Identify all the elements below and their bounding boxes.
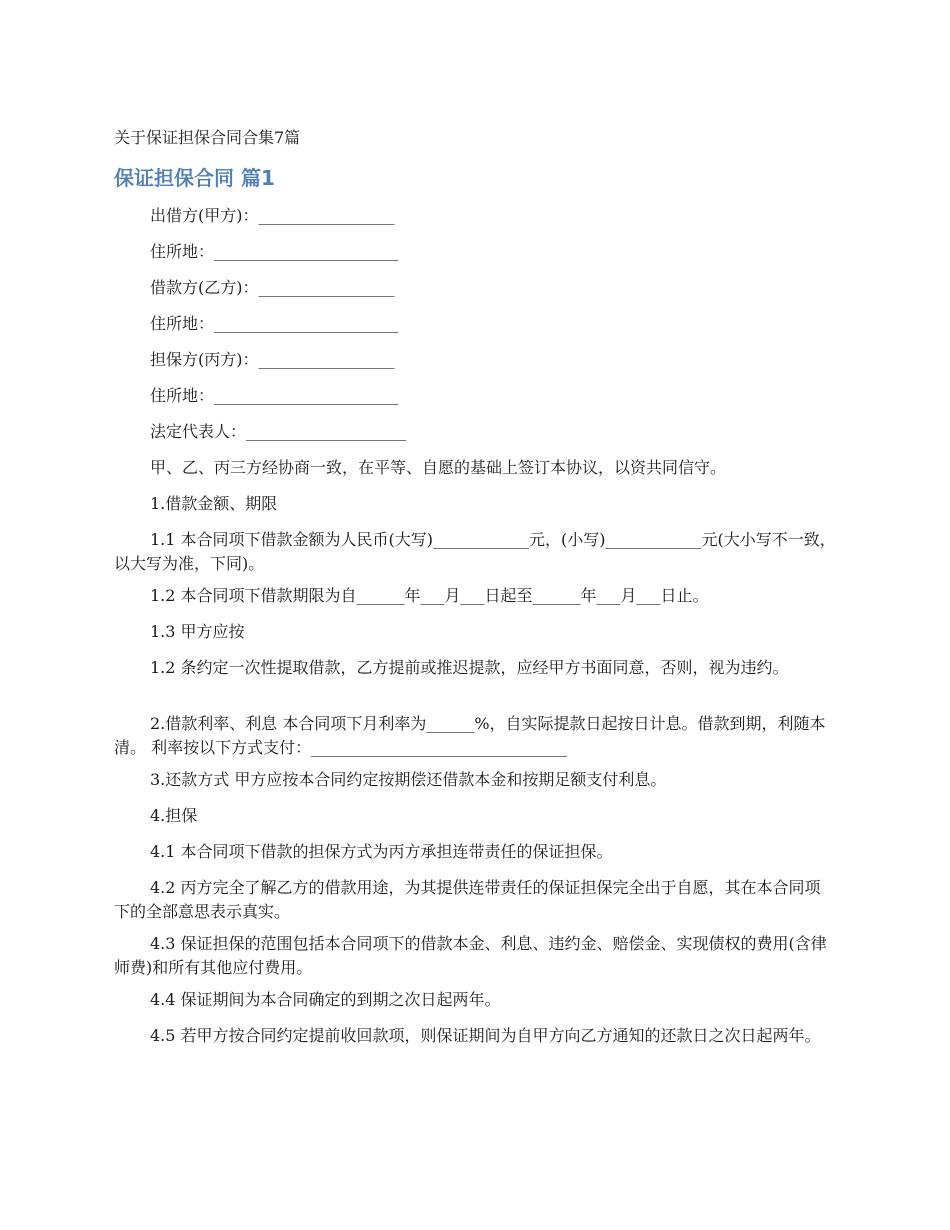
clause-paragraph: 1.2 本合同项下借款期限为自______年___月___日起至______年___月___日止。 xyxy=(150,586,709,605)
clause-paragraph: 4.2 丙方完全了解乙方的借款用途，为其提供连带责任的保证担保完全出于自愿，其在本合同项下的全部意思表示真实。 xyxy=(114,878,821,921)
party-label: 法定代表人： xyxy=(150,422,247,441)
party-label: 出借方(甲方)： xyxy=(150,206,259,225)
fill-in-blank: _________________ xyxy=(258,278,395,297)
fill-in-blank: _______________________ xyxy=(214,242,399,261)
clause-paragraph: 4.1 本合同项下借款的担保方式为丙方承担连带责任的保证担保。 xyxy=(150,842,613,861)
fill-in-blank: _______________________ xyxy=(214,314,399,333)
party-line-borrower-address xyxy=(114,312,836,336)
party-line-guarantor-address xyxy=(114,384,836,408)
fill-in-blank: _________________ xyxy=(258,350,395,369)
party-line-lender-address xyxy=(114,240,836,264)
clause-paragraph: 1.1 本合同项下借款金额为人民币(大写)____________元，(小写)____________元(大小写不一致，以大写为准，下同)。 xyxy=(114,530,836,573)
clause-heading: 4.担保 xyxy=(150,806,198,825)
party-line-lender xyxy=(114,204,836,228)
clause-paragraph: 1.2 条约定一次性提取借款，乙方提前或推迟提款，应经甲方书面同意，否则，视为违约。 xyxy=(150,658,789,677)
party-label: 借款方(乙方)： xyxy=(150,278,259,297)
clause-heading: 1.借款金额、期限 xyxy=(150,494,278,513)
party-line-guarantor xyxy=(114,348,836,372)
clause-paragraph: 3.还款方式 甲方应按本合同约定按期偿还借款本金和按期足额支付利息。 xyxy=(150,770,667,789)
party-line-borrower xyxy=(114,276,836,300)
party-label: 住所地： xyxy=(150,314,215,333)
clause-paragraph: 4.3 保证担保的范围包括本合同项下的借款本金、利息、违约金、赔偿金、实现债权的费用(含律师费)和所有其他应付费用。 xyxy=(114,934,827,977)
fill-in-blank: _________________ xyxy=(258,206,395,225)
clause-paragraph: 4.4 保证期间为本合同确定的到期之次日起两年。 xyxy=(150,990,501,1009)
party-line-legal-representative xyxy=(114,420,836,444)
clause-paragraph: 4.5 若甲方按合同约定提前收回款项，则保证期间为自甲方向乙方通知的还款日之次日起两年。 xyxy=(150,1026,821,1045)
party-label: 担保方(丙方)： xyxy=(150,350,259,369)
fill-in-blank: _______________________ xyxy=(214,386,399,405)
paragraph-preamble: 甲、乙、丙三方经协商一致，在平等、自愿的基础上签订本协议，以资共同信守。 xyxy=(150,458,727,477)
clause-paragraph: 1.3 甲方应按 xyxy=(150,622,245,641)
clause-paragraph: 2.借款利率、利息 本合同项下月利率为______%，自实际提款日起按日计息。借款到期，利随本清。 利率按以下方式支付：________________________________ xyxy=(114,714,826,757)
fill-in-blank: ____________________ xyxy=(246,422,407,441)
section-heading: 保证担保合同 篇1 xyxy=(114,166,275,190)
document-title: 关于保证担保合同合集7篇 xyxy=(114,128,301,147)
party-label: 住所地： xyxy=(150,242,215,261)
party-label: 住所地： xyxy=(150,386,215,405)
